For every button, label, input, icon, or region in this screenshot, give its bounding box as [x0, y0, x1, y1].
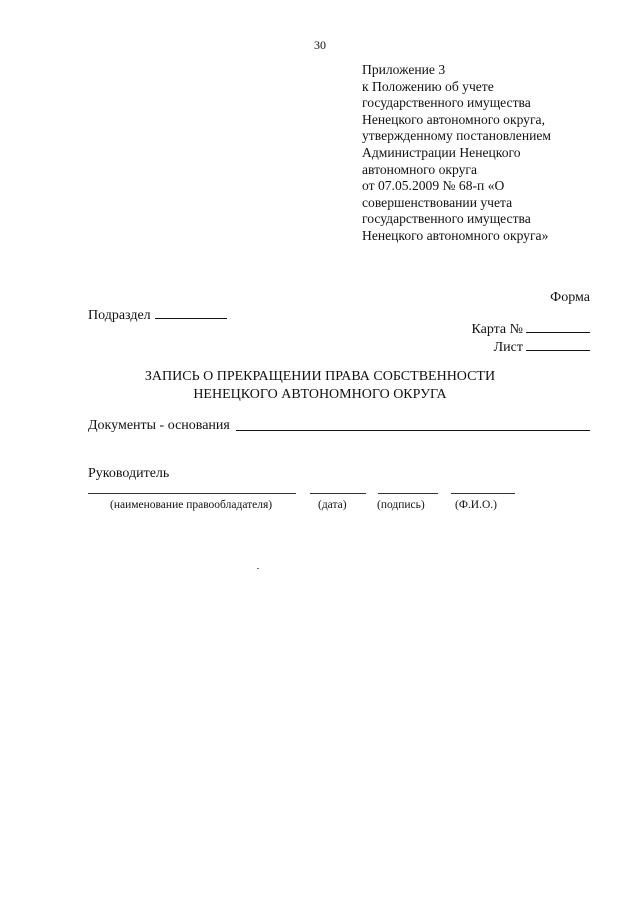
card-number-blank-line	[526, 320, 590, 333]
appendix-block	[362, 62, 551, 245]
appendix-line: к Положению об учете	[362, 78, 494, 94]
appendix-line: Ненецкого автономного округа»	[362, 227, 549, 243]
page-number: 30	[314, 38, 326, 52]
card-number-label: Карта №	[471, 322, 523, 337]
sheet-row	[494, 338, 590, 356]
appendix-line: совершенствовании учета	[362, 194, 513, 210]
document-title-line-1: ЗАПИСЬ О ПРЕКРАЩЕНИИ ПРАВА СОБСТВЕННОСТИ	[144, 369, 496, 384]
appendix-line: автономного округа	[362, 161, 478, 177]
head-label: Руководитель	[88, 466, 170, 481]
owner-caption: (наименование правообладателя)	[110, 499, 273, 511]
subsection-blank-line	[155, 306, 227, 319]
documents-blank-line	[236, 418, 590, 431]
owner-signature-line	[88, 493, 296, 494]
name-signature-line	[451, 493, 515, 494]
subsection-label: Подраздел	[88, 308, 151, 323]
appendix-line: Администрации Ненецкого	[362, 144, 521, 160]
subsection-row	[88, 306, 227, 324]
sheet-blank-line	[526, 338, 590, 351]
signature-line	[378, 493, 438, 494]
document-title-line-2: НЕНЕЦКОГО АВТОНОМНОГО ОКРУГА	[193, 387, 447, 402]
signature-caption: (подпись)	[377, 499, 425, 511]
date-signature-line	[310, 493, 366, 494]
sheet-label: Лист	[493, 340, 523, 355]
appendix-line: Ненецкого автономного округа,	[362, 111, 545, 127]
documents-label: Документы - основания	[88, 418, 230, 433]
documents-row	[88, 418, 590, 434]
appendix-line: государственного имущества	[362, 95, 531, 111]
card-number-row	[471, 320, 590, 338]
appendix-line: государственного имущества	[362, 211, 531, 227]
appendix-line: от 07.05.2009 № 68-п «О	[362, 178, 505, 194]
appendix-line: утвержденному постановлением	[362, 128, 552, 144]
scan-speck	[257, 568, 259, 569]
name-caption: (Ф.И.О.)	[455, 499, 497, 511]
date-caption: (дата)	[318, 499, 347, 511]
appendix-line: Приложение 3	[362, 62, 446, 77]
form-label: Форма	[550, 290, 590, 305]
